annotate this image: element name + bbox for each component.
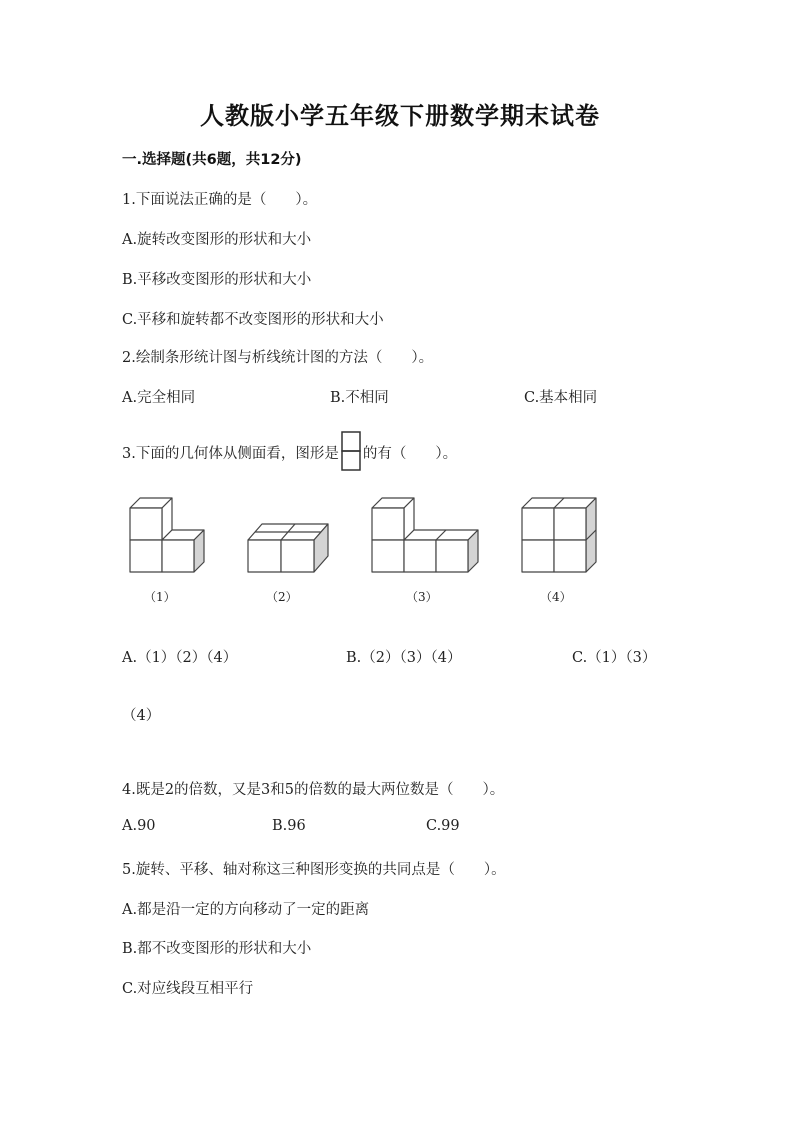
question-5-option-a: A.都是沿一定的方向移动了一定的距离 bbox=[122, 902, 370, 918]
question-3-stem-before: 3.下面的几何体从侧面看，图形是 bbox=[122, 446, 339, 462]
question-1-option-c: C.平移和旋转都不改变图形的形状和大小 bbox=[122, 312, 384, 328]
question-5-stem: 5.旋转、平移、轴对称这三种图形变换的共同点是（ ）。 bbox=[122, 862, 506, 878]
question-5-option-b: B.都不改变图形的形状和大小 bbox=[122, 941, 312, 957]
question-3-option-c-wrap: （4） bbox=[122, 708, 161, 724]
question-1-option-b: B.平移改变图形的形状和大小 bbox=[122, 272, 312, 288]
question-2-option-a: A.完全相同 bbox=[122, 390, 196, 406]
section-heading: 一.选择题(共6题，共12分) bbox=[122, 152, 302, 168]
question-2-stem: 2.绘制条形统计图与析线统计图的方法（ ）。 bbox=[122, 350, 434, 366]
figure-2-label: （2） bbox=[266, 590, 298, 604]
cube-figures-diagram bbox=[122, 492, 622, 582]
figure-4 bbox=[522, 498, 596, 572]
figure-4-label: （4） bbox=[540, 590, 572, 604]
question-5-option-c: C.对应线段互相平行 bbox=[122, 981, 254, 997]
question-4-option-a: A.90 bbox=[122, 818, 156, 834]
figure-3 bbox=[372, 498, 478, 572]
question-1-option-a: A.旋转改变图形的形状和大小 bbox=[122, 232, 312, 248]
question-3-stem-after: 的有（ ）。 bbox=[362, 446, 458, 462]
question-3-option-a: A.（1）（2）（4） bbox=[122, 650, 238, 666]
question-3-option-c: C.（1）（3） bbox=[572, 650, 657, 666]
question-4-stem: 4.既是2的倍数，又是3和5的倍数的最大两位数是（ ）。 bbox=[122, 782, 505, 798]
question-2-option-c: C.基本相同 bbox=[524, 390, 598, 406]
figure-2 bbox=[248, 524, 328, 572]
question-3-option-b: B.（2）（3）（4） bbox=[346, 650, 462, 666]
figure-1-label: （1） bbox=[144, 590, 176, 604]
question-3-stem bbox=[122, 434, 457, 474]
figure-1 bbox=[130, 498, 204, 572]
stacked-squares-icon bbox=[341, 431, 361, 471]
question-3-figures bbox=[122, 492, 622, 612]
question-2-option-b: B.不相同 bbox=[330, 390, 389, 406]
question-4-option-c: C.99 bbox=[426, 818, 460, 834]
question-4-option-b: B.96 bbox=[272, 818, 306, 834]
figure-3-label: （3） bbox=[406, 590, 438, 604]
page-title: 人教版小学五年级下册数学期末试卷 bbox=[200, 102, 600, 130]
question-1-stem: 1.下面说法正确的是（ ）。 bbox=[122, 192, 318, 208]
